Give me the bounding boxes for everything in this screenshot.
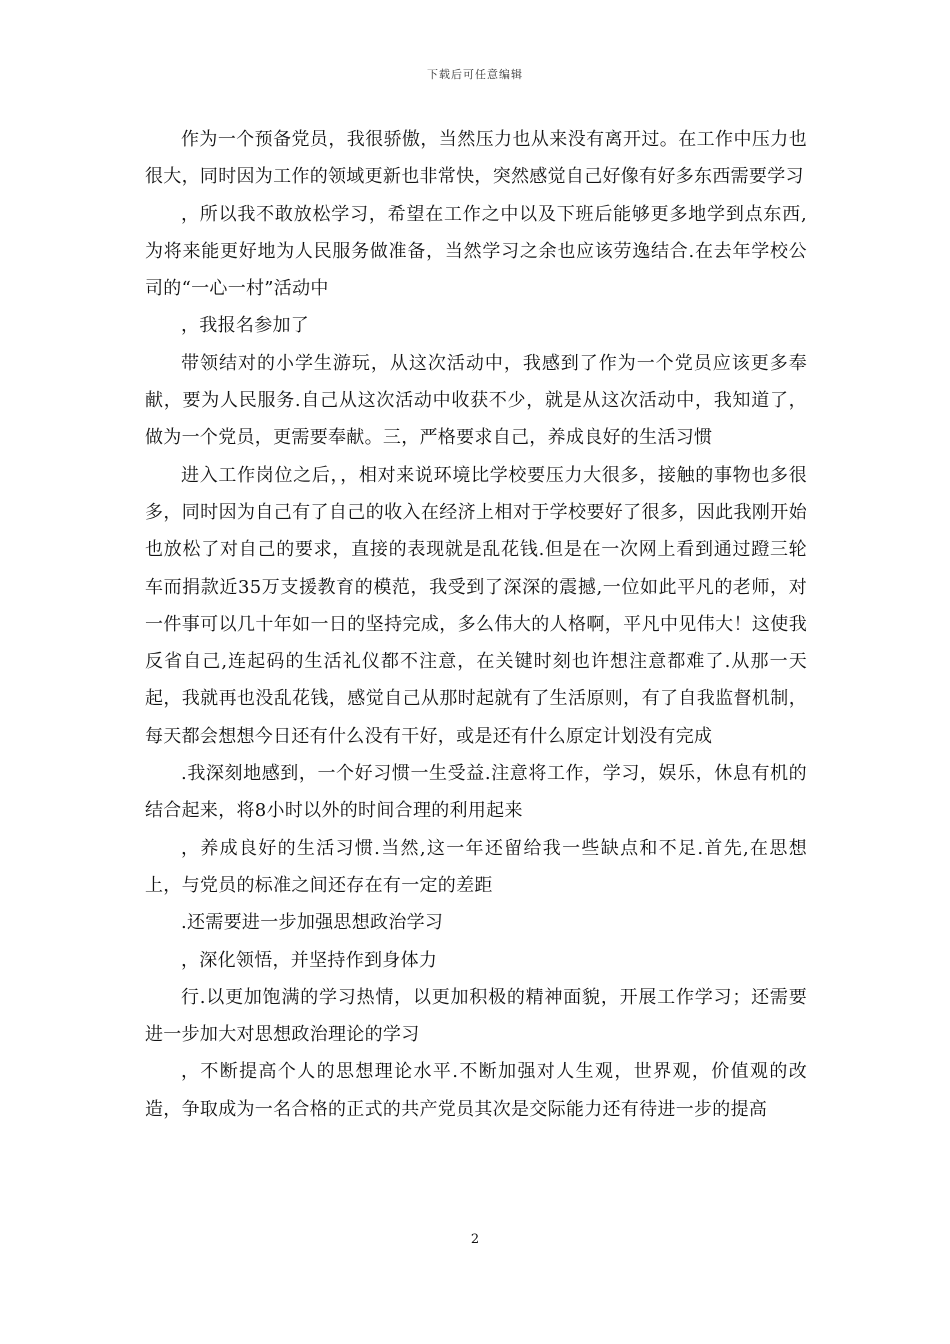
paragraph-8: .还需要进一步加强思想政治学习 [181, 912, 444, 934]
page-number: 2 [470, 1232, 480, 1247]
paragraph-11: ，不断提高个人的思想理论水平.不断加强对人生观，世界观，价值观的改造，争取成为一名合格的正式的共产党员其次是交际能力还有待进一步的提高 [145, 1061, 807, 1120]
paragraph-5: 进入工作岗位之后，，相对来说环境比学校要压力大很多，接触的事物也多很多，同时因为自己有了自己的收入在经济上相对于学校要好了很多，因此我刚开始也放松了对自己的要求，直接的表现就是乱花钱.但是在一次网上看到通过蹬三轮车而捐款近35万支援教育的模范，我受到了深深的震撼,一位如此平凡的老师，对一件事可以几十年如一日的坚持完成，多么伟大的人格啊，平凡中见伟大！这使我反省自己,连起码的生活礼仪都不注意，在关键时刻也许想注意都难了.从那一天起，我就再也没乱花钱，感觉自己从那时起就有了生活原则，有了自我监督机制，每天都会想想今日还有什么没有干好，或是还有什么原定计划没有完成 [145, 464, 807, 747]
paragraph-10: 行.以更加饱满的学习热情，以更加积极的精神面貌，开展工作学习；还需要进一步加大对思想政治理论的学习 [145, 986, 807, 1046]
page-header: 下载后可任意编辑 [427, 68, 523, 81]
paragraph-7: ，养成良好的生活习惯.当然,这一年还留给我一些缺点和不足.首先,在思想上，与党员的标准之间还存在有一定的差距 [145, 837, 807, 896]
paragraph-4: 带领结对的小学生游玩，从这次活动中，我感到了作为一个党员应该更多奉献，要为人民服务.自己从这次活动中收获不少，就是从这次活动中，我知道了，做为一个党员，更需要奉献。三，严格要求自己，养成良好的生活习惯 [145, 352, 807, 449]
paragraph-6: .我深刻地感到，一个好习惯一生受益.注意将工作，学习，娱乐，休息有机的结合起来，将8小时以外的时间合理的利用起来 [145, 763, 807, 822]
paragraph-9: ，深化领悟，并坚持作到身体力 [181, 949, 438, 971]
paragraph-3: ，我报名参加了 [181, 315, 310, 337]
paragraph-1: 作为一个预备党员，我很骄傲，当然压力也从来没有离开过。在工作中压力也很大，同时因为工作的领域更新也非常快，突然感觉自己好像有好多东西需要学习 [145, 129, 807, 188]
paragraph-2: ，所以我不敢放松学习，希望在工作之中以及下班后能够更多地学到点东西,为将来能更好地为人民服务做准备，当然学习之余也应该劳逸结合.在去年学校公司的“一心一村”活动中 [145, 203, 807, 300]
document-body [145, 121, 807, 1128]
